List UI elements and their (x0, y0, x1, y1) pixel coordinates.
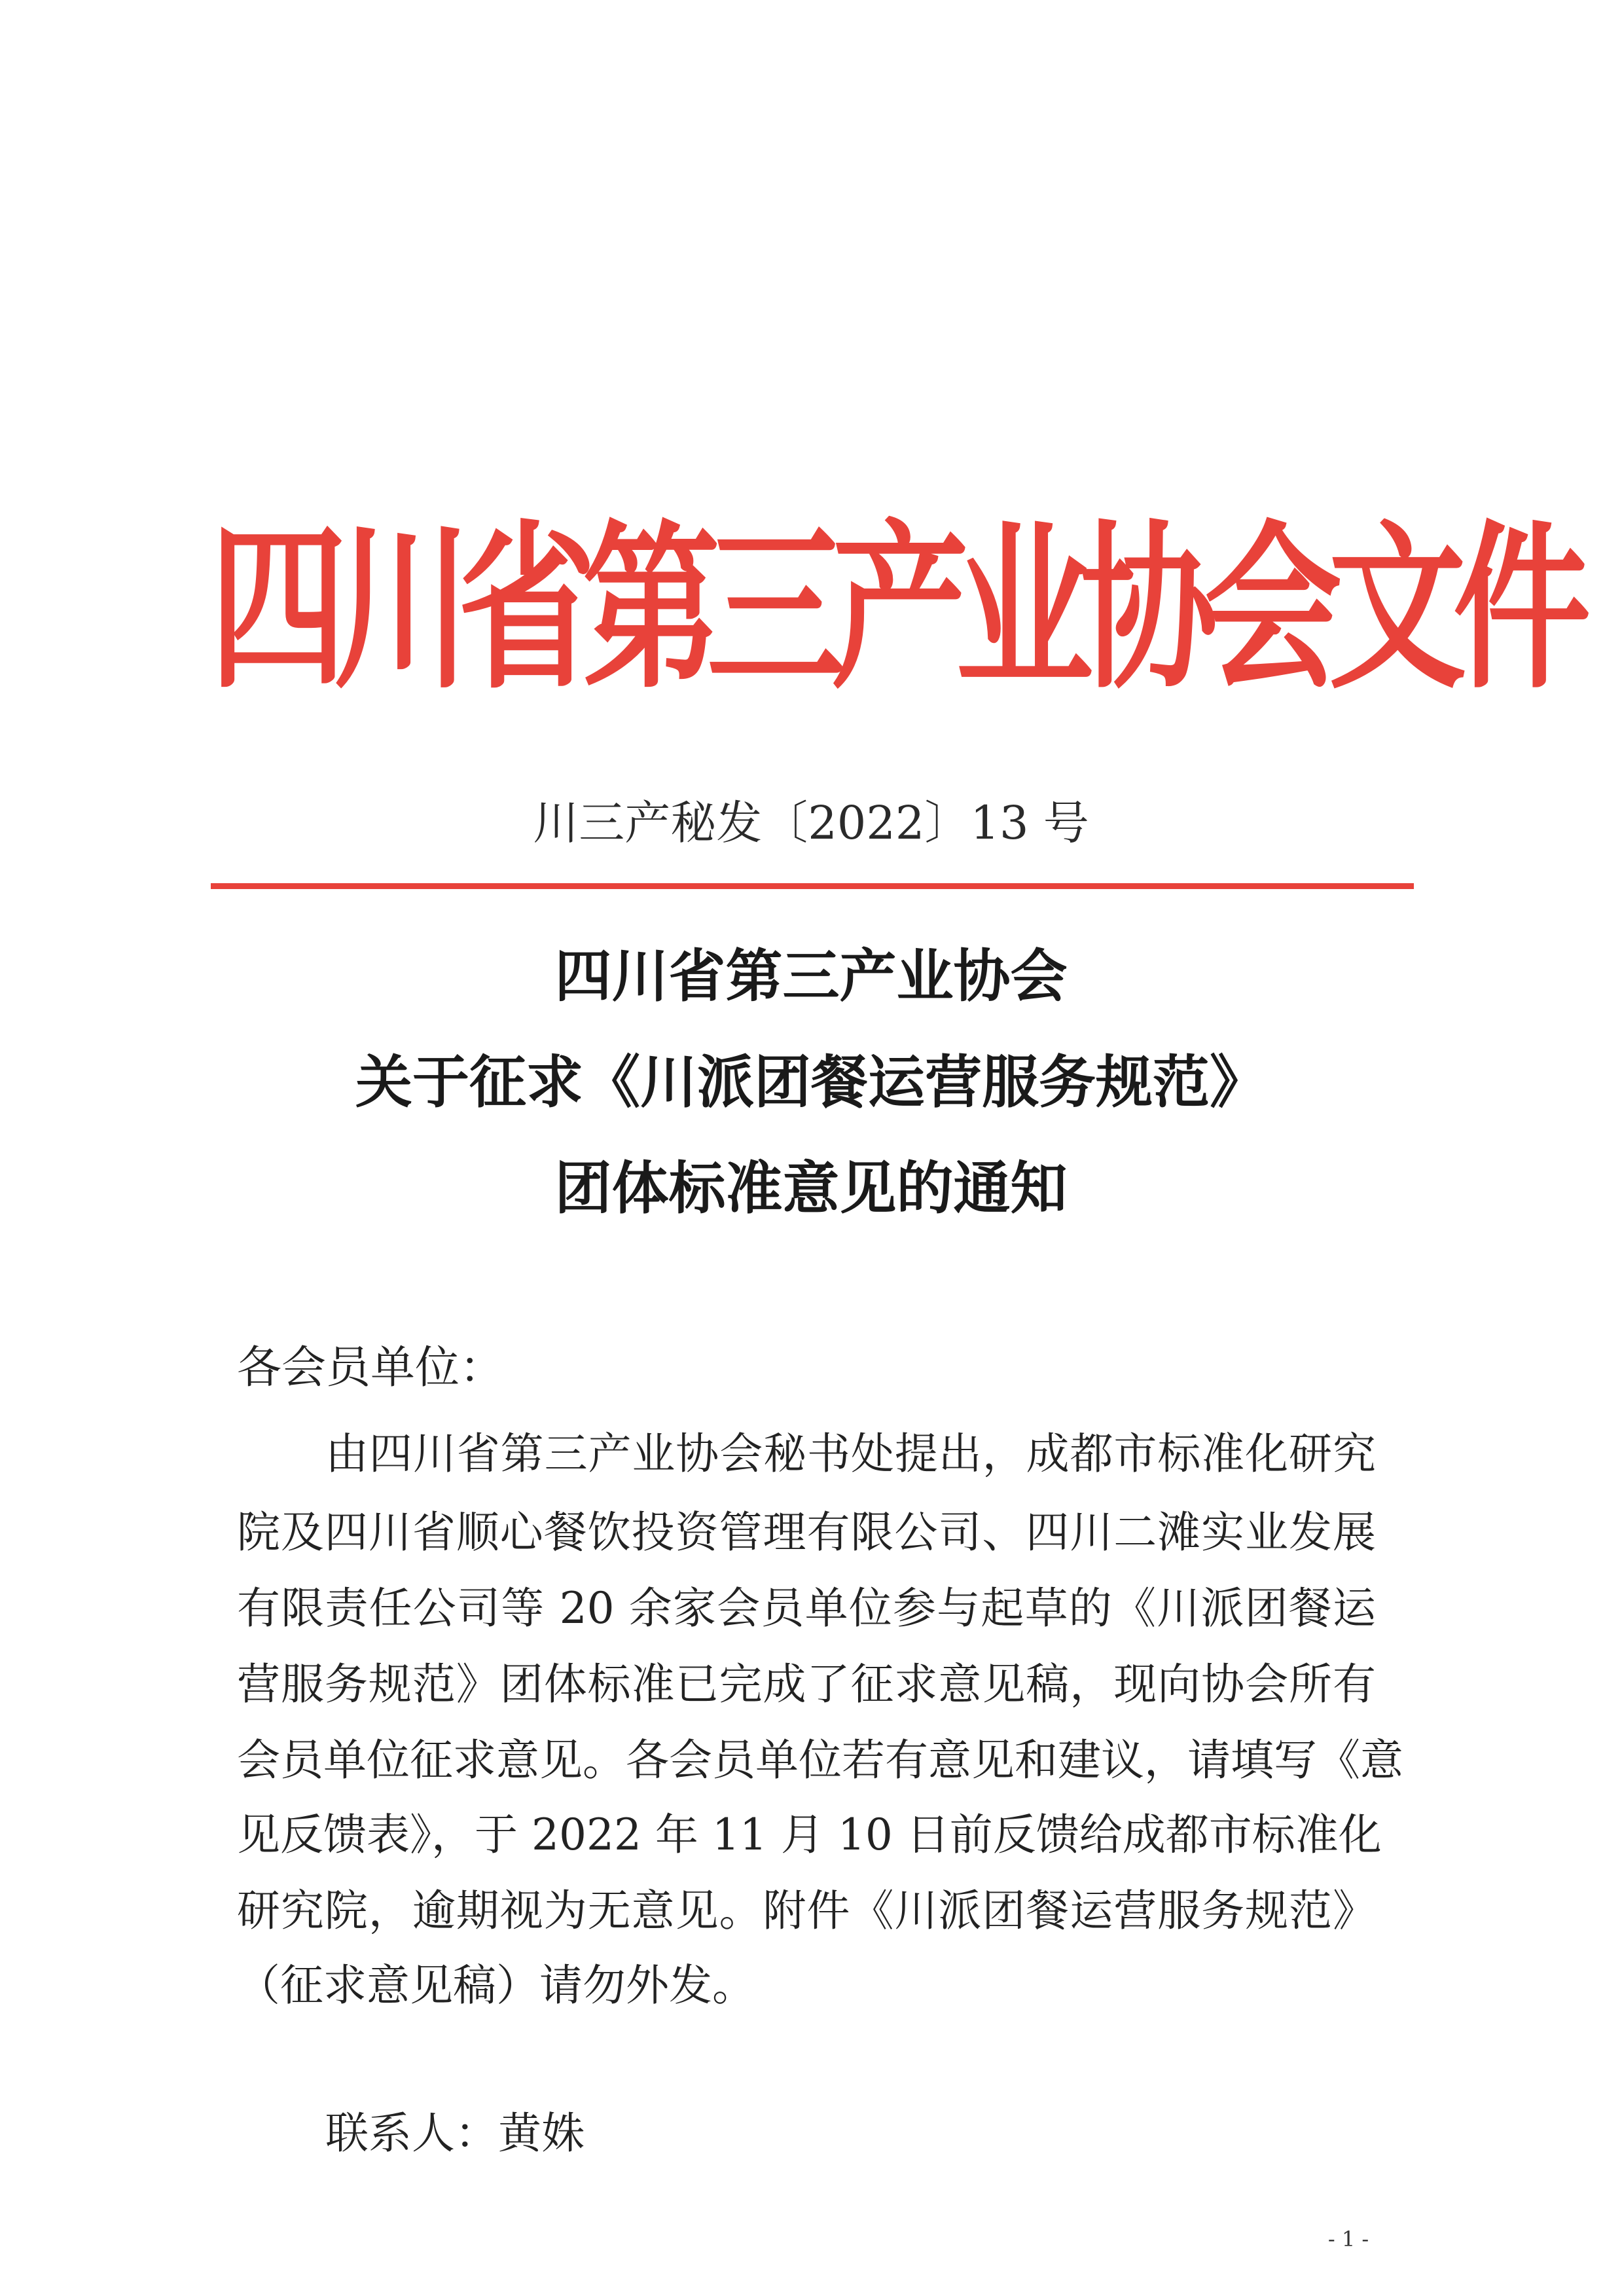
document-number: 川三产秘发〔2022〕13 号 (533, 796, 1089, 850)
body-text-line: 会员单位征求意见。各会员单位若有意见和建议，请填写《意 (237, 1735, 1403, 1785)
salutation: 各会员单位： (237, 1342, 505, 1394)
page-number: - 1 - (1327, 2227, 1369, 2251)
body-text-line: 有限责任公司等 20 余家会员单位参与起草的《川派团餐运 (237, 1583, 1376, 1633)
body-text-line: 研究院，逾期视为无意见。附件《川派团餐运营服务规范》 (237, 1886, 1376, 1936)
contact-person: 联系人：黄姝 (325, 2108, 585, 2159)
notice-title-line-2: 关于征求《川派团餐运营服务规范》 (355, 1049, 1267, 1116)
body-text-line: 营服务规范》团体标准已完成了征求意见稿，现向协会所有 (237, 1659, 1376, 1709)
document-header-title: 四川省第三产业协会文件 (209, 503, 1578, 714)
body-text-line: 见反馈表》，于 2022 年 11 月 10 日前反馈给成都市标准化 (237, 1810, 1382, 1860)
body-text-line: （征求意见稿）请勿外发。 (237, 1960, 755, 2011)
body-text-line: 院及四川省顺心餐饮投资管理有限公司、四川二滩实业发展 (237, 1507, 1376, 1558)
notice-title-line-1: 四川省第三产业协会 (554, 943, 1068, 1010)
red-divider-line (211, 883, 1414, 889)
notice-title-line-3: 团体标准意见的通知 (554, 1155, 1068, 1222)
body-text-line: 由四川省第三产业协会秘书处提出，成都市标准化研究 (325, 1429, 1376, 1479)
